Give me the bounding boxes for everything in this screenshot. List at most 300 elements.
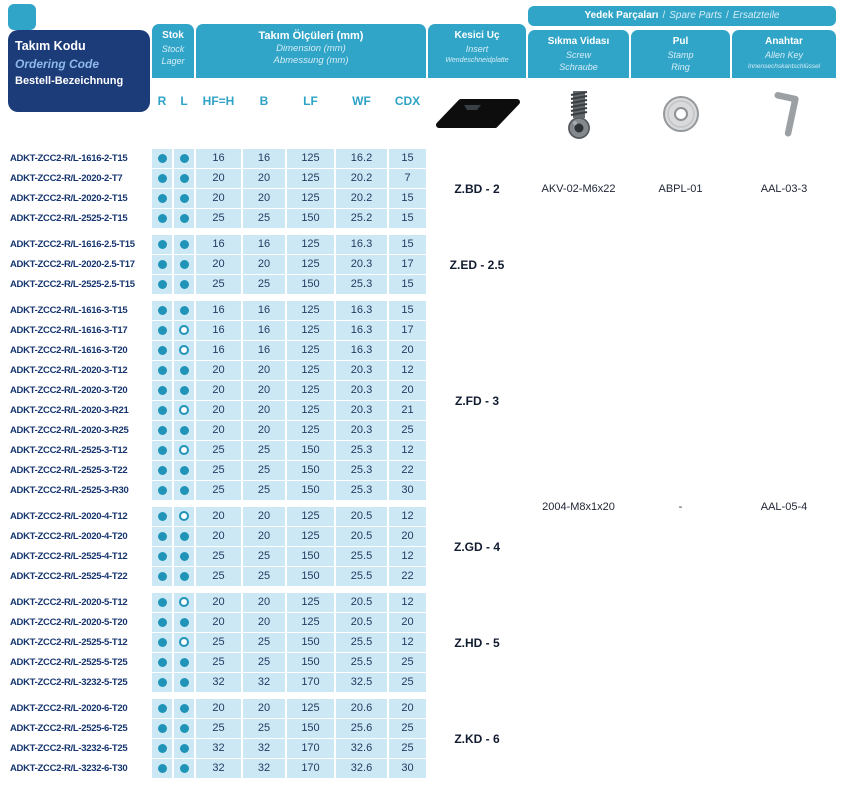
stock-dot-filled [158,426,167,435]
group-separator-cell [10,693,526,698]
tool-code: ADKT-ZCC2-R/L-2020-4-T20 [10,527,150,546]
dim-b: 20 [243,381,285,400]
dim-b: 20 [243,613,285,632]
stock-r-cell [152,507,172,526]
dim-cdx: 12 [389,441,426,460]
dim-b: 25 [243,461,285,480]
dim-b: 16 [243,341,285,360]
stock-dot-filled [158,406,167,415]
dim-b: 16 [243,301,285,320]
tool-code: ADKT-ZCC2-R/L-1616-2-T15 [10,149,150,168]
stock-r-cell [152,719,172,738]
stock-dot-filled [158,240,167,249]
dim-wf: 25.5 [336,633,387,652]
dim-lf: 150 [287,481,334,500]
stock-l-cell [174,381,194,400]
dim-lf: 125 [287,341,334,360]
dim-wf: 25.2 [336,209,387,228]
group-separator-cell [10,295,526,300]
stock-dot-filled [158,306,167,315]
spare-parts-label-de: Ersatzteile [732,10,780,21]
stock-dot-open [179,325,189,335]
dim-b: 25 [243,275,285,294]
dim-hf: 20 [196,421,241,440]
dimensions-header [196,24,426,78]
stock-r-cell [152,527,172,546]
dim-b: 32 [243,739,285,758]
dim-lf: 170 [287,739,334,758]
stock-l-cell [174,255,194,274]
dimensions-label-en: Dimension (mm) [276,43,346,54]
stock-l-cell [174,739,194,758]
tool-code: ADKT-ZCC2-R/L-2525-5-T25 [10,653,150,672]
tool-code: ADKT-ZCC2-R/L-3232-6-T25 [10,739,150,758]
dim-lf: 150 [287,209,334,228]
stock-dot-filled [180,194,189,203]
dim-b: 20 [243,421,285,440]
dim-wf: 16.2 [336,149,387,168]
dim-hf: 20 [196,401,241,420]
washer-code: - [631,235,730,778]
col-header-cdx: CDX [389,85,426,148]
dimensions-label-de: Abmessung (mm) [273,55,349,66]
dim-cdx: 20 [389,527,426,546]
stock-dot-open [179,637,189,647]
spare-parts-label-en: Spare Parts [669,10,723,21]
dim-cdx: 20 [389,381,426,400]
dim-hf: 20 [196,361,241,380]
dim-hf: 25 [196,633,241,652]
dim-b: 25 [243,719,285,738]
dim-wf: 16.3 [336,341,387,360]
stock-dot-filled [180,280,189,289]
tool-code: ADKT-ZCC2-R/L-2020-2-T7 [10,169,150,188]
catalog-table [8,84,838,779]
dim-wf: 20.3 [336,401,387,420]
stock-r-cell [152,255,172,274]
dim-lf: 125 [287,593,334,612]
dim-lf: 125 [287,507,334,526]
dim-cdx: 20 [389,699,426,718]
stock-l-cell [174,209,194,228]
allen-key-code: AAL-03-3 [732,149,836,228]
stock-l-cell [174,673,194,692]
insert-type-label: Z.FD - 3 [428,301,526,500]
dim-cdx: 15 [389,275,426,294]
dim-wf: 25.3 [336,461,387,480]
tool-code: ADKT-ZCC2-R/L-2525-3-T22 [10,461,150,480]
dim-wf: 25.6 [336,719,387,738]
tool-code: ADKT-ZCC2-R/L-3232-6-T30 [10,759,150,778]
dim-b: 20 [243,593,285,612]
col-header-r: R [152,85,172,148]
dim-b: 25 [243,567,285,586]
stock-r-cell [152,361,172,380]
dim-wf: 20.3 [336,255,387,274]
dim-b: 32 [243,673,285,692]
stock-dot-filled [158,764,167,773]
dim-lf: 125 [287,421,334,440]
dim-lf: 150 [287,461,334,480]
dim-cdx: 12 [389,547,426,566]
stock-l-cell [174,633,194,652]
stock-label-de: Lager [161,56,185,66]
dim-b: 20 [243,361,285,380]
stock-r-cell [152,341,172,360]
washer-photo-cell [631,85,730,148]
stock-dot-open [179,405,189,415]
dim-cdx: 12 [389,633,426,652]
allen-key-label-de: Innensechskantschlüssel [747,63,821,70]
col-header-lf: LF [287,85,334,148]
stock-l-cell [174,401,194,420]
tool-code: ADKT-ZCC2-R/L-2020-3-R21 [10,401,150,420]
dim-wf: 32.6 [336,759,387,778]
stock-dot-filled [180,704,189,713]
dim-hf: 25 [196,719,241,738]
dim-cdx: 20 [389,613,426,632]
washer-photo [658,91,704,137]
insert-label-tr: Kesici Uç [454,30,500,41]
washer-code: ABPL-01 [631,149,730,228]
dim-hf: 32 [196,739,241,758]
stock-dot-filled [158,280,167,289]
stock-r-cell [152,169,172,188]
stock-r-cell [152,441,172,460]
stock-r-cell [152,633,172,652]
dim-lf: 125 [287,613,334,632]
stock-dot-open [179,345,189,355]
dim-b: 25 [243,547,285,566]
insert-type-label: Z.HD - 5 [428,593,526,692]
dim-hf: 20 [196,527,241,546]
stock-dot-filled [158,260,167,269]
stock-dot-filled [158,366,167,375]
dim-cdx: 25 [389,653,426,672]
dim-hf: 25 [196,547,241,566]
col-header-hf: HF=H [196,85,241,148]
tool-code: ADKT-ZCC2-R/L-2020-3-T20 [10,381,150,400]
stock-dot-filled [158,678,167,687]
ring-label-de: Ring [671,62,690,72]
stock-dot-filled [180,552,189,561]
stock-dot-filled [180,744,189,753]
group-separator [10,229,836,234]
stock-l-cell [174,699,194,718]
dim-cdx: 30 [389,481,426,500]
dim-b: 20 [243,507,285,526]
stock-dot-filled [158,512,167,521]
tool-code: ADKT-ZCC2-R/L-1616-2.5-T15 [10,235,150,254]
dim-lf: 150 [287,653,334,672]
stock-l-cell [174,527,194,546]
stock-r-cell [152,381,172,400]
dim-b: 20 [243,169,285,188]
allen-key-photo [762,88,806,140]
stock-dot-filled [180,386,189,395]
stock-r-cell [152,673,172,692]
insert-type-label: Z.KD - 6 [428,699,526,778]
stock-l-cell [174,149,194,168]
stock-dot-filled [158,724,167,733]
stock-dot-filled [180,426,189,435]
dim-hf: 20 [196,169,241,188]
dim-lf: 125 [287,189,334,208]
dim-b: 20 [243,189,285,208]
dim-wf: 20.5 [336,507,387,526]
stock-label-en: Stock [161,44,185,54]
stock-r-cell [152,739,172,758]
stock-dot-filled [158,658,167,667]
stock-r-cell [152,547,172,566]
dim-wf: 20.3 [336,421,387,440]
dim-cdx: 15 [389,235,426,254]
dim-lf: 170 [287,673,334,692]
stock-r-cell [152,189,172,208]
stock-dot-filled [180,658,189,667]
screw-label-en: Screw [565,50,591,60]
dim-wf: 20.5 [336,593,387,612]
dim-hf: 25 [196,209,241,228]
tool-code: ADKT-ZCC2-R/L-1616-3-T17 [10,321,150,340]
dim-lf: 125 [287,321,334,340]
dim-cdx: 15 [389,149,426,168]
dim-hf: 20 [196,189,241,208]
stock-r-cell [152,481,172,500]
dim-wf: 20.5 [336,527,387,546]
dimensions-label-tr: Takım Ölçüleri (mm) [258,30,364,42]
dim-b: 25 [243,633,285,652]
stock-dot-filled [158,446,167,455]
dim-wf: 20.2 [336,189,387,208]
dim-lf: 150 [287,275,334,294]
stock-header [152,24,194,78]
stock-l-cell [174,169,194,188]
group-separator-cell [10,501,526,506]
dim-b: 16 [243,149,285,168]
dim-wf: 25.5 [336,653,387,672]
dim-lf: 170 [287,759,334,778]
ring-header [631,30,730,78]
stock-dot-filled [158,704,167,713]
dim-lf: 150 [287,567,334,586]
tool-code: ADKT-ZCC2-R/L-2525-5-T12 [10,633,150,652]
dim-lf: 125 [287,301,334,320]
dim-lf: 125 [287,235,334,254]
group-separator-cell [10,587,526,592]
screw-label-tr: Sıkma Vidası [547,36,610,47]
dim-cdx: 15 [389,189,426,208]
dim-b: 20 [243,401,285,420]
stock-dot-filled [180,366,189,375]
stock-dot-filled [180,486,189,495]
stock-dot-filled [158,486,167,495]
stock-l-cell [174,321,194,340]
dim-hf: 16 [196,149,241,168]
tool-code: ADKT-ZCC2-R/L-2020-3-R25 [10,421,150,440]
allen-key-photo-cell [732,85,836,148]
stock-l-cell [174,719,194,738]
stock-dot-filled [180,618,189,627]
stock-l-cell [174,481,194,500]
stock-dot-filled [180,306,189,315]
stock-l-cell [174,593,194,612]
dim-wf: 16.3 [336,301,387,320]
dim-hf: 16 [196,301,241,320]
stock-r-cell [152,653,172,672]
dim-cdx: 12 [389,361,426,380]
dim-lf: 125 [287,381,334,400]
tool-code-label-en: Ordering Code [15,57,100,71]
stock-l-cell [174,613,194,632]
tool-code: ADKT-ZCC2-R/L-2525-2-T15 [10,209,150,228]
dim-lf: 125 [287,699,334,718]
allen-key-label-en: Allen Key [764,50,804,60]
dim-hf: 20 [196,381,241,400]
stock-dot-filled [180,214,189,223]
tool-code: ADKT-ZCC2-R/L-2020-4-T12 [10,507,150,526]
dim-wf: 25.3 [336,481,387,500]
stock-dot-filled [158,618,167,627]
dim-wf: 16.3 [336,321,387,340]
allen-key-code: AAL-05-4 [732,235,836,778]
stock-r-cell [152,613,172,632]
dim-hf: 16 [196,321,241,340]
dim-lf: 125 [287,401,334,420]
dim-wf: 25.5 [336,567,387,586]
col-header-l: L [174,85,194,148]
screw-label-de: Schraube [559,62,598,72]
dim-cdx: 25 [389,739,426,758]
stock-l-cell [174,759,194,778]
screw-code: AKV-02-M6x22 [528,149,629,228]
dim-b: 32 [243,759,285,778]
dim-wf: 25.3 [336,275,387,294]
stock-l-cell [174,235,194,254]
stock-l-cell [174,275,194,294]
insert-type-label: Z.GD - 4 [428,507,526,586]
stock-dot-filled [180,240,189,249]
tool-code-header [8,30,150,112]
corner-decoration [8,4,36,30]
dim-cdx: 20 [389,341,426,360]
allen-key-label-tr: Anahtar [765,36,803,47]
stock-dot-open [179,597,189,607]
dim-hf: 20 [196,507,241,526]
stock-l-cell [174,653,194,672]
insert-label-en: Insert [465,44,489,54]
dim-hf: 20 [196,613,241,632]
tool-code: ADKT-ZCC2-R/L-2020-5-T12 [10,593,150,612]
dim-b: 20 [243,255,285,274]
insert-type-label: Z.ED - 2.5 [428,235,526,294]
dim-b: 16 [243,235,285,254]
tool-code: ADKT-ZCC2-R/L-2525-2.5-T15 [10,275,150,294]
stock-r-cell [152,209,172,228]
tool-code: ADKT-ZCC2-R/L-2020-2-T15 [10,189,150,208]
stock-dot-filled [158,552,167,561]
stock-r-cell [152,235,172,254]
dim-lf: 150 [287,547,334,566]
insert-header [428,24,526,78]
stock-l-cell [174,189,194,208]
dim-wf: 20.3 [336,361,387,380]
group-separator-cell [10,229,836,234]
stock-r-cell [152,461,172,480]
dim-cdx: 30 [389,759,426,778]
stock-dot-open [179,445,189,455]
dim-hf: 16 [196,341,241,360]
dim-hf: 32 [196,673,241,692]
tool-code: ADKT-ZCC2-R/L-3232-5-T25 [10,673,150,692]
dim-cdx: 21 [389,401,426,420]
col-header-b: B [243,85,285,148]
stock-l-cell [174,547,194,566]
stock-dot-filled [158,466,167,475]
dim-hf: 25 [196,653,241,672]
dim-b: 16 [243,321,285,340]
dim-b: 25 [243,653,285,672]
stock-dot-filled [158,174,167,183]
stock-r-cell [152,567,172,586]
stock-dot-filled [180,532,189,541]
stock-dot-filled [180,764,189,773]
stock-dot-filled [180,260,189,269]
stock-dot-filled [158,154,167,163]
dim-cdx: 15 [389,301,426,320]
dim-wf: 20.2 [336,169,387,188]
dim-hf: 20 [196,255,241,274]
spare-parts-label-tr: Yedek Parçaları [584,10,659,21]
dim-hf: 25 [196,461,241,480]
ring-label-tr: Pul [672,36,689,47]
dim-lf: 125 [287,169,334,188]
dim-wf: 20.6 [336,699,387,718]
stock-dot-filled [158,598,167,607]
stock-dot-filled [180,154,189,163]
dim-wf: 32.6 [336,739,387,758]
stock-r-cell [152,593,172,612]
stock-l-cell [174,421,194,440]
dim-b: 20 [243,527,285,546]
stock-dot-filled [158,532,167,541]
stock-dot-filled [180,572,189,581]
stock-dot-filled [158,194,167,203]
insert-photo-cell [428,85,526,148]
stock-dot-filled [180,724,189,733]
stock-r-cell [152,275,172,294]
stock-dot-filled [158,214,167,223]
stock-dot-filled [158,386,167,395]
tool-code: ADKT-ZCC2-R/L-2020-6-T20 [10,699,150,718]
dim-hf: 25 [196,567,241,586]
dim-lf: 150 [287,441,334,460]
dim-wf: 25.5 [336,547,387,566]
insert-type-label: Z.BD - 2 [428,149,526,228]
stock-r-cell [152,149,172,168]
dim-hf: 20 [196,699,241,718]
screw-code: 2004-M8x1x20 [528,235,629,778]
dim-cdx: 12 [389,593,426,612]
tool-code: ADKT-ZCC2-R/L-2525-3-R30 [10,481,150,500]
insert-label-de: Wendeschneidplatte [445,57,509,64]
clamping-screw-photo [562,88,596,140]
dim-b: 25 [243,209,285,228]
dim-lf: 150 [287,719,334,738]
stock-dot-filled [180,466,189,475]
dim-hf: 25 [196,481,241,500]
dim-wf: 20.3 [336,381,387,400]
